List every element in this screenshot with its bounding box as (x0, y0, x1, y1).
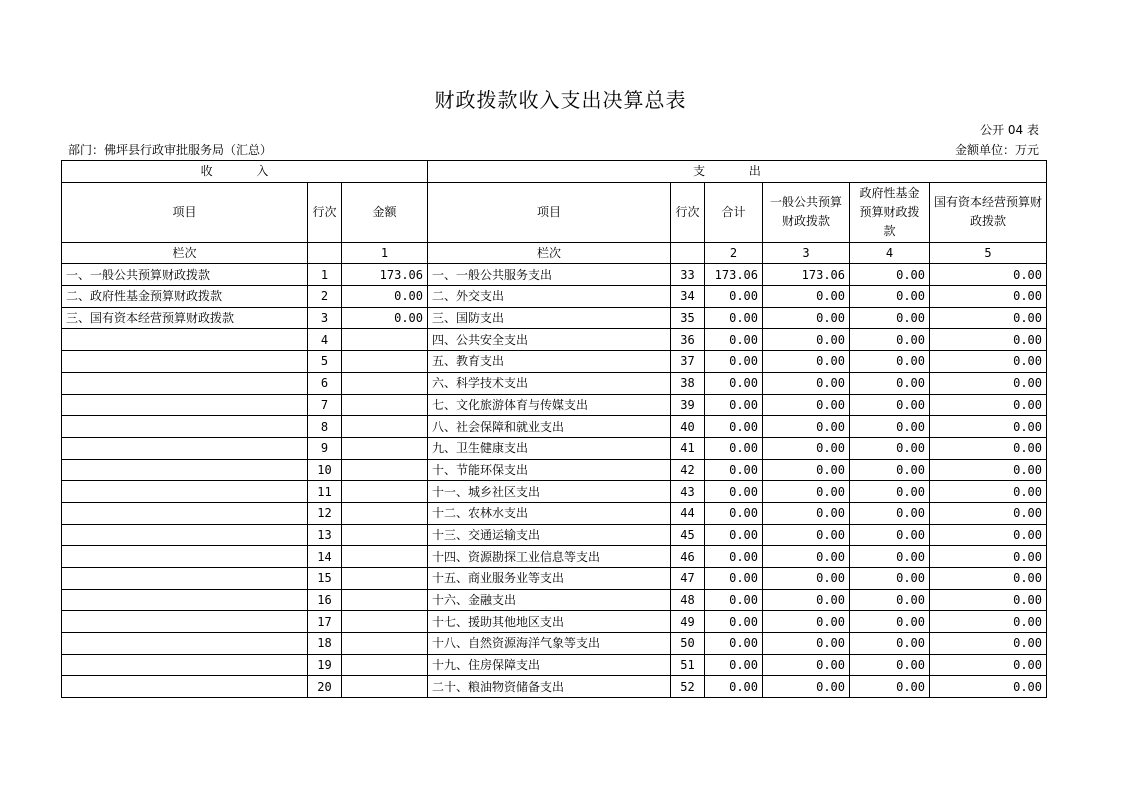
gov-fund-cell: 0.00 (850, 307, 930, 329)
gov-fund-cell: 0.00 (850, 568, 930, 590)
table-row (62, 394, 1047, 416)
income-item-cell (62, 568, 308, 590)
table-row (62, 589, 1047, 611)
empty-cell (671, 242, 705, 264)
total-cell: 0.00 (705, 459, 763, 481)
expense-item-cell: 四、公共安全支出 (428, 329, 671, 351)
income-amount-cell: 173.06 (342, 264, 428, 286)
total-cell: 0.00 (705, 676, 763, 698)
income-row-no-cell: 6 (308, 372, 342, 394)
income-amount-cell (342, 502, 428, 524)
expense-row-no-cell: 47 (671, 568, 705, 590)
expense-row-no-cell: 45 (671, 524, 705, 546)
income-amount-cell (342, 589, 428, 611)
total-cell: 0.00 (705, 633, 763, 655)
income-item-cell (62, 633, 308, 655)
income-row-no-cell: 12 (308, 502, 342, 524)
expense-item-cell: 十九、住房保障支出 (428, 654, 671, 676)
gov-fund-header: 政府性基金预算财政拨款 (850, 182, 930, 242)
expense-row-no-cell: 33 (671, 264, 705, 286)
income-amount-cell (342, 568, 428, 590)
page-title: 财政拨款收入支出决算总表 (434, 88, 687, 112)
income-row-no-cell: 3 (308, 307, 342, 329)
state-capital-cell: 0.00 (930, 264, 1047, 286)
income-row-no-cell: 15 (308, 568, 342, 590)
department-label: 部门：佛坪县行政审批服务局（汇总） (68, 143, 273, 157)
table-row (62, 329, 1047, 351)
general-budget-cell: 0.00 (763, 372, 850, 394)
table-row (62, 307, 1047, 329)
total-cell: 0.00 (705, 286, 763, 308)
income-item-cell (62, 524, 308, 546)
income-item-cell (62, 502, 308, 524)
total-cell: 173.06 (705, 264, 763, 286)
income-amount-cell (342, 676, 428, 698)
expense-column-index-label: 栏次 (428, 242, 671, 264)
income-amount-cell (342, 372, 428, 394)
gov-fund-cell: 0.00 (850, 589, 930, 611)
expense-row-no-cell: 42 (671, 459, 705, 481)
income-amount-cell (342, 654, 428, 676)
state-capital-cell: 0.00 (930, 416, 1047, 438)
general-budget-cell: 0.00 (763, 437, 850, 459)
table-row (62, 286, 1047, 308)
total-cell: 0.00 (705, 437, 763, 459)
expense-row-no-cell: 43 (671, 481, 705, 503)
general-budget-cell: 0.00 (763, 524, 850, 546)
income-item-cell (62, 654, 308, 676)
state-capital-cell: 0.00 (930, 459, 1047, 481)
gov-fund-cell: 0.00 (850, 459, 930, 481)
total-cell: 0.00 (705, 546, 763, 568)
income-row-no-cell: 2 (308, 286, 342, 308)
expense-item-cell: 一、一般公共服务支出 (428, 264, 671, 286)
state-capital-cell: 0.00 (930, 286, 1047, 308)
expense-item-cell: 十六、金融支出 (428, 589, 671, 611)
expense-row-no-cell: 46 (671, 546, 705, 568)
total-cell: 0.00 (705, 416, 763, 438)
table-row (62, 502, 1047, 524)
income-row-no-cell: 14 (308, 546, 342, 568)
total-cell: 0.00 (705, 568, 763, 590)
income-amount-cell (342, 481, 428, 503)
expense-item-header: 项目 (428, 182, 671, 242)
income-amount-cell (342, 611, 428, 633)
total-cell: 0.00 (705, 502, 763, 524)
general-budget-cell: 0.00 (763, 633, 850, 655)
expense-item-cell: 六、科学技术支出 (428, 372, 671, 394)
total-cell: 0.00 (705, 611, 763, 633)
general-budget-cell: 0.00 (763, 394, 850, 416)
income-item-cell (62, 416, 308, 438)
expense-row-no-cell: 39 (671, 394, 705, 416)
income-row-no-cell: 19 (308, 654, 342, 676)
gov-fund-cell: 0.00 (850, 676, 930, 698)
income-item-cell (62, 611, 308, 633)
income-row-no-cell: 16 (308, 589, 342, 611)
table-row (62, 264, 1047, 286)
income-row-no-header: 行次 (308, 182, 342, 242)
expense-row-no-cell: 41 (671, 437, 705, 459)
income-row-no-cell: 5 (308, 351, 342, 373)
general-budget-cell: 173.06 (763, 264, 850, 286)
income-row-no-cell: 18 (308, 633, 342, 655)
total-header: 合计 (705, 182, 763, 242)
gov-fund-cell: 0.00 (850, 611, 930, 633)
income-amount-cell (342, 416, 428, 438)
gov-fund-cell: 0.00 (850, 264, 930, 286)
appropriation-summary-table (61, 160, 1047, 698)
general-budget-cell: 0.00 (763, 676, 850, 698)
column-index-2: 2 (705, 242, 763, 264)
form-number: 公开 04 表 (980, 123, 1039, 137)
income-row-no-cell: 13 (308, 524, 342, 546)
table-row (62, 546, 1047, 568)
table-row (62, 372, 1047, 394)
income-row-no-cell: 1 (308, 264, 342, 286)
income-item-cell (62, 459, 308, 481)
state-capital-cell: 0.00 (930, 676, 1047, 698)
expense-row-no-cell: 44 (671, 502, 705, 524)
expense-row-no-cell: 34 (671, 286, 705, 308)
total-cell: 0.00 (705, 372, 763, 394)
state-capital-cell: 0.00 (930, 546, 1047, 568)
expense-item-cell: 七、文化旅游体育与传媒支出 (428, 394, 671, 416)
expense-row-no-cell: 40 (671, 416, 705, 438)
state-capital-cell: 0.00 (930, 654, 1047, 676)
income-row-no-cell: 10 (308, 459, 342, 481)
total-cell: 0.00 (705, 481, 763, 503)
income-item-cell (62, 437, 308, 459)
general-budget-cell: 0.00 (763, 502, 850, 524)
gov-fund-cell: 0.00 (850, 481, 930, 503)
state-capital-cell: 0.00 (930, 502, 1047, 524)
general-budget-cell: 0.00 (763, 546, 850, 568)
table-row (62, 437, 1047, 459)
gov-fund-cell: 0.00 (850, 329, 930, 351)
expense-row-no-cell: 38 (671, 372, 705, 394)
table-row (62, 481, 1047, 503)
table-row (62, 611, 1047, 633)
state-capital-header: 国有资本经营预算财政拨款 (930, 182, 1047, 242)
state-capital-cell: 0.00 (930, 394, 1047, 416)
income-row-no-cell: 20 (308, 676, 342, 698)
total-cell: 0.00 (705, 654, 763, 676)
expense-item-cell: 二、外交支出 (428, 286, 671, 308)
income-item-cell: 二、政府性基金预算财政拨款 (62, 286, 308, 308)
state-capital-cell: 0.00 (930, 633, 1047, 655)
income-amount-cell (342, 351, 428, 373)
income-amount-cell (342, 633, 428, 655)
total-cell: 0.00 (705, 394, 763, 416)
state-capital-cell: 0.00 (930, 437, 1047, 459)
income-row-no-cell: 7 (308, 394, 342, 416)
expense-item-cell: 十、节能环保支出 (428, 459, 671, 481)
income-amount-cell: 0.00 (342, 307, 428, 329)
general-budget-cell: 0.00 (763, 568, 850, 590)
expense-row-no-cell: 52 (671, 676, 705, 698)
general-budget-cell: 0.00 (763, 351, 850, 373)
income-item-cell (62, 372, 308, 394)
gov-fund-cell: 0.00 (850, 633, 930, 655)
general-budget-cell: 0.00 (763, 654, 850, 676)
general-budget-cell: 0.00 (763, 481, 850, 503)
income-section-header: 收 入 (62, 161, 428, 183)
expense-item-cell: 八、社会保障和就业支出 (428, 416, 671, 438)
expense-item-cell: 九、卫生健康支出 (428, 437, 671, 459)
income-column-index-label: 栏次 (62, 242, 308, 264)
column-index-1: 1 (342, 242, 428, 264)
gov-fund-cell: 0.00 (850, 546, 930, 568)
gov-fund-cell: 0.00 (850, 286, 930, 308)
gov-fund-cell: 0.00 (850, 502, 930, 524)
state-capital-cell: 0.00 (930, 568, 1047, 590)
income-amount-cell (342, 524, 428, 546)
state-capital-cell: 0.00 (930, 372, 1047, 394)
general-budget-cell: 0.00 (763, 286, 850, 308)
state-capital-cell: 0.00 (930, 589, 1047, 611)
table-row (62, 524, 1047, 546)
income-amount-header: 金额 (342, 182, 428, 242)
income-row-no-cell: 4 (308, 329, 342, 351)
income-amount-cell (342, 459, 428, 481)
expense-row-no-cell: 51 (671, 654, 705, 676)
income-row-no-cell: 9 (308, 437, 342, 459)
general-budget-cell: 0.00 (763, 459, 850, 481)
income-amount-cell (342, 546, 428, 568)
state-capital-cell: 0.00 (930, 329, 1047, 351)
income-item-cell (62, 481, 308, 503)
expense-item-cell: 十五、商业服务业等支出 (428, 568, 671, 590)
expense-section-header: 支 出 (428, 161, 1047, 183)
gov-fund-cell: 0.00 (850, 524, 930, 546)
income-row-no-cell: 17 (308, 611, 342, 633)
gov-fund-cell: 0.00 (850, 416, 930, 438)
expense-row-no-cell: 49 (671, 611, 705, 633)
income-item-cell (62, 676, 308, 698)
expense-item-cell: 十二、农林水支出 (428, 502, 671, 524)
income-amount-cell: 0.00 (342, 286, 428, 308)
state-capital-cell: 0.00 (930, 524, 1047, 546)
income-item-cell (62, 329, 308, 351)
total-cell: 0.00 (705, 329, 763, 351)
expense-row-no-cell: 35 (671, 307, 705, 329)
expense-row-no-cell: 37 (671, 351, 705, 373)
section-header-row (62, 161, 1047, 183)
gov-fund-cell: 0.00 (850, 654, 930, 676)
income-item-cell (62, 589, 308, 611)
state-capital-cell: 0.00 (930, 611, 1047, 633)
state-capital-cell: 0.00 (930, 481, 1047, 503)
gov-fund-cell: 0.00 (850, 351, 930, 373)
income-item-cell (62, 394, 308, 416)
table-row (62, 676, 1047, 698)
general-budget-cell: 0.00 (763, 589, 850, 611)
empty-cell (308, 242, 342, 264)
total-cell: 0.00 (705, 589, 763, 611)
column-index-4: 4 (850, 242, 930, 264)
general-budget-cell: 0.00 (763, 611, 850, 633)
total-cell: 0.00 (705, 307, 763, 329)
expense-item-cell: 十一、城乡社区支出 (428, 481, 671, 503)
column-index-5: 5 (930, 242, 1047, 264)
expense-row-no-cell: 50 (671, 633, 705, 655)
income-row-no-cell: 11 (308, 481, 342, 503)
expense-row-no-header: 行次 (671, 182, 705, 242)
income-item-header: 项目 (62, 182, 308, 242)
table-row (62, 633, 1047, 655)
income-amount-cell (342, 437, 428, 459)
total-cell: 0.00 (705, 351, 763, 373)
column-header-row (62, 182, 1047, 242)
expense-item-cell: 十四、资源勘探工业信息等支出 (428, 546, 671, 568)
table-row (62, 416, 1047, 438)
expense-row-no-cell: 48 (671, 589, 705, 611)
gov-fund-cell: 0.00 (850, 394, 930, 416)
table-row (62, 459, 1047, 481)
general-budget-cell: 0.00 (763, 329, 850, 351)
state-capital-cell: 0.00 (930, 351, 1047, 373)
income-item-cell: 三、国有资本经营预算财政拨款 (62, 307, 308, 329)
general-budget-cell: 0.00 (763, 307, 850, 329)
column-index-row (62, 242, 1047, 264)
unit-label: 金额单位：万元 (954, 143, 1039, 157)
expense-row-no-cell: 36 (671, 329, 705, 351)
expense-item-cell: 二十、粮油物资储备支出 (428, 676, 671, 698)
income-amount-cell (342, 329, 428, 351)
expense-item-cell: 十八、自然资源海洋气象等支出 (428, 633, 671, 655)
expense-item-cell: 三、国防支出 (428, 307, 671, 329)
income-row-no-cell: 8 (308, 416, 342, 438)
expense-item-cell: 五、教育支出 (428, 351, 671, 373)
state-capital-cell: 0.00 (930, 307, 1047, 329)
general-budget-cell: 0.00 (763, 416, 850, 438)
income-item-cell (62, 546, 308, 568)
general-budget-header: 一般公共预算财政拨款 (763, 182, 850, 242)
expense-item-cell: 十三、交通运输支出 (428, 524, 671, 546)
income-item-cell: 一、一般公共预算财政拨款 (62, 264, 308, 286)
expense-item-cell: 十七、援助其他地区支出 (428, 611, 671, 633)
income-amount-cell (342, 394, 428, 416)
table-row (62, 568, 1047, 590)
gov-fund-cell: 0.00 (850, 372, 930, 394)
table-row (62, 654, 1047, 676)
column-index-3: 3 (763, 242, 850, 264)
gov-fund-cell: 0.00 (850, 437, 930, 459)
table-row (62, 351, 1047, 373)
total-cell: 0.00 (705, 524, 763, 546)
income-item-cell (62, 351, 308, 373)
